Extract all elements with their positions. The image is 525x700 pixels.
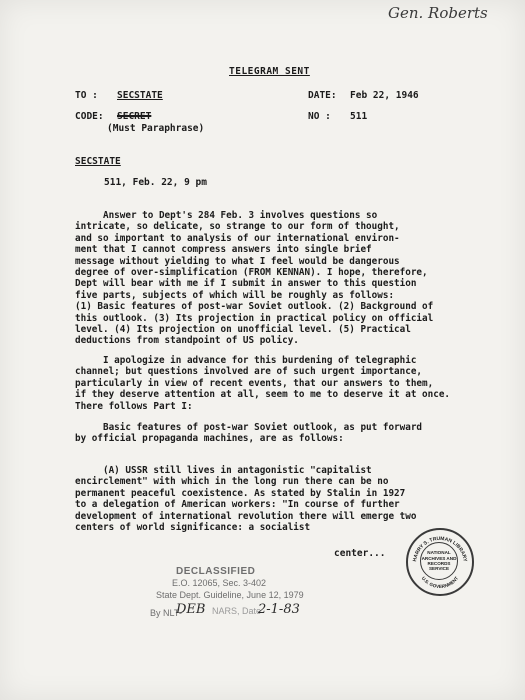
to-value: SECSTATE xyxy=(117,90,163,101)
declassified-stamp-by: By NLT- xyxy=(150,608,182,618)
declassified-stamp-eo: E.O. 12065, Sec. 3-402 xyxy=(172,578,267,588)
handwritten-annotation: Gen. Roberts xyxy=(388,4,488,22)
seal-ring-bottom: U.S. GOVERNMENT xyxy=(420,575,460,590)
declassified-stamp-guideline: State Dept. Guideline, June 12, 1979 xyxy=(156,590,304,600)
date-label: DATE: xyxy=(308,90,337,101)
seal-center xyxy=(420,542,458,580)
date-value: Feb 22, 1946 xyxy=(350,90,419,101)
document-title: TELEGRAM SENT xyxy=(229,66,310,77)
paragraph-2: I apologize in advance for this burdening of telegraphic channel; but questions involved are of such urgent importance, particularly in view of recent events, that our answers to them, if they deserve attention at all, seem to me to deserve it at once. There follows Part I: xyxy=(75,355,451,412)
truman-library-seal-icon xyxy=(406,528,474,596)
number-value: 511 xyxy=(350,111,368,122)
addressee: SECSTATE xyxy=(75,156,121,167)
seal-center-text: NATIONAL ARCHIVES AND RECORDS SERVICE xyxy=(421,550,457,572)
paragraph-3: Basic features of post-war Soviet outlook, as put forward by official propaganda machines, are as follows: xyxy=(75,422,423,445)
declassified-date-handwritten: 2-1-83 xyxy=(258,602,300,617)
code-note: (Must Paraphrase) xyxy=(107,123,205,134)
seal-ring-top: HARRY S. TRUMAN LIBRARY xyxy=(412,535,468,563)
code-value: SECRET xyxy=(117,111,152,122)
continued-marker: center... xyxy=(334,548,386,559)
code-label: CODE: xyxy=(75,111,104,122)
declassified-initials: DEB xyxy=(176,602,206,617)
to-label: TO : xyxy=(75,90,98,101)
declassified-stamp-tail: NARS, Date xyxy=(212,606,262,616)
number-label: NO : xyxy=(308,111,331,122)
reference-line: 511, Feb. 22, 9 pm xyxy=(104,177,207,188)
paragraph-1: Answer to Dept's 284 Feb. 3 involves questions so intricate, so delicate, so strange to our form of thought, and so important to analysis of our international environ- ment that I cannot compress answers into single brief message without yielding to what I feel would be dangerous degree of over-simplification (FROM KENNAN). I hope, therefore, Dept will bear with me if I submit in answer to this question five parts, subjects of which will be roughly as follows: (1) Basic features of post-war Soviet outlook. (2) Background of this outlook. (3) Its projection in practical policy on official level. (4) Its projection on unofficial level. (5) Practical deductions from standpoint of US policy. xyxy=(75,210,434,347)
declassified-stamp-title: DECLASSIFIED xyxy=(176,566,256,577)
paragraph-4: (A) USSR still lives in antagonistic "capitalist encirclement" with which in the long run there can be no permanent peaceful coexistence. As stated by Stalin in 1927 to a delegation of American workers: "In course of further development of international revolution there will emerge two centers of world significance: a socialist xyxy=(75,465,417,534)
